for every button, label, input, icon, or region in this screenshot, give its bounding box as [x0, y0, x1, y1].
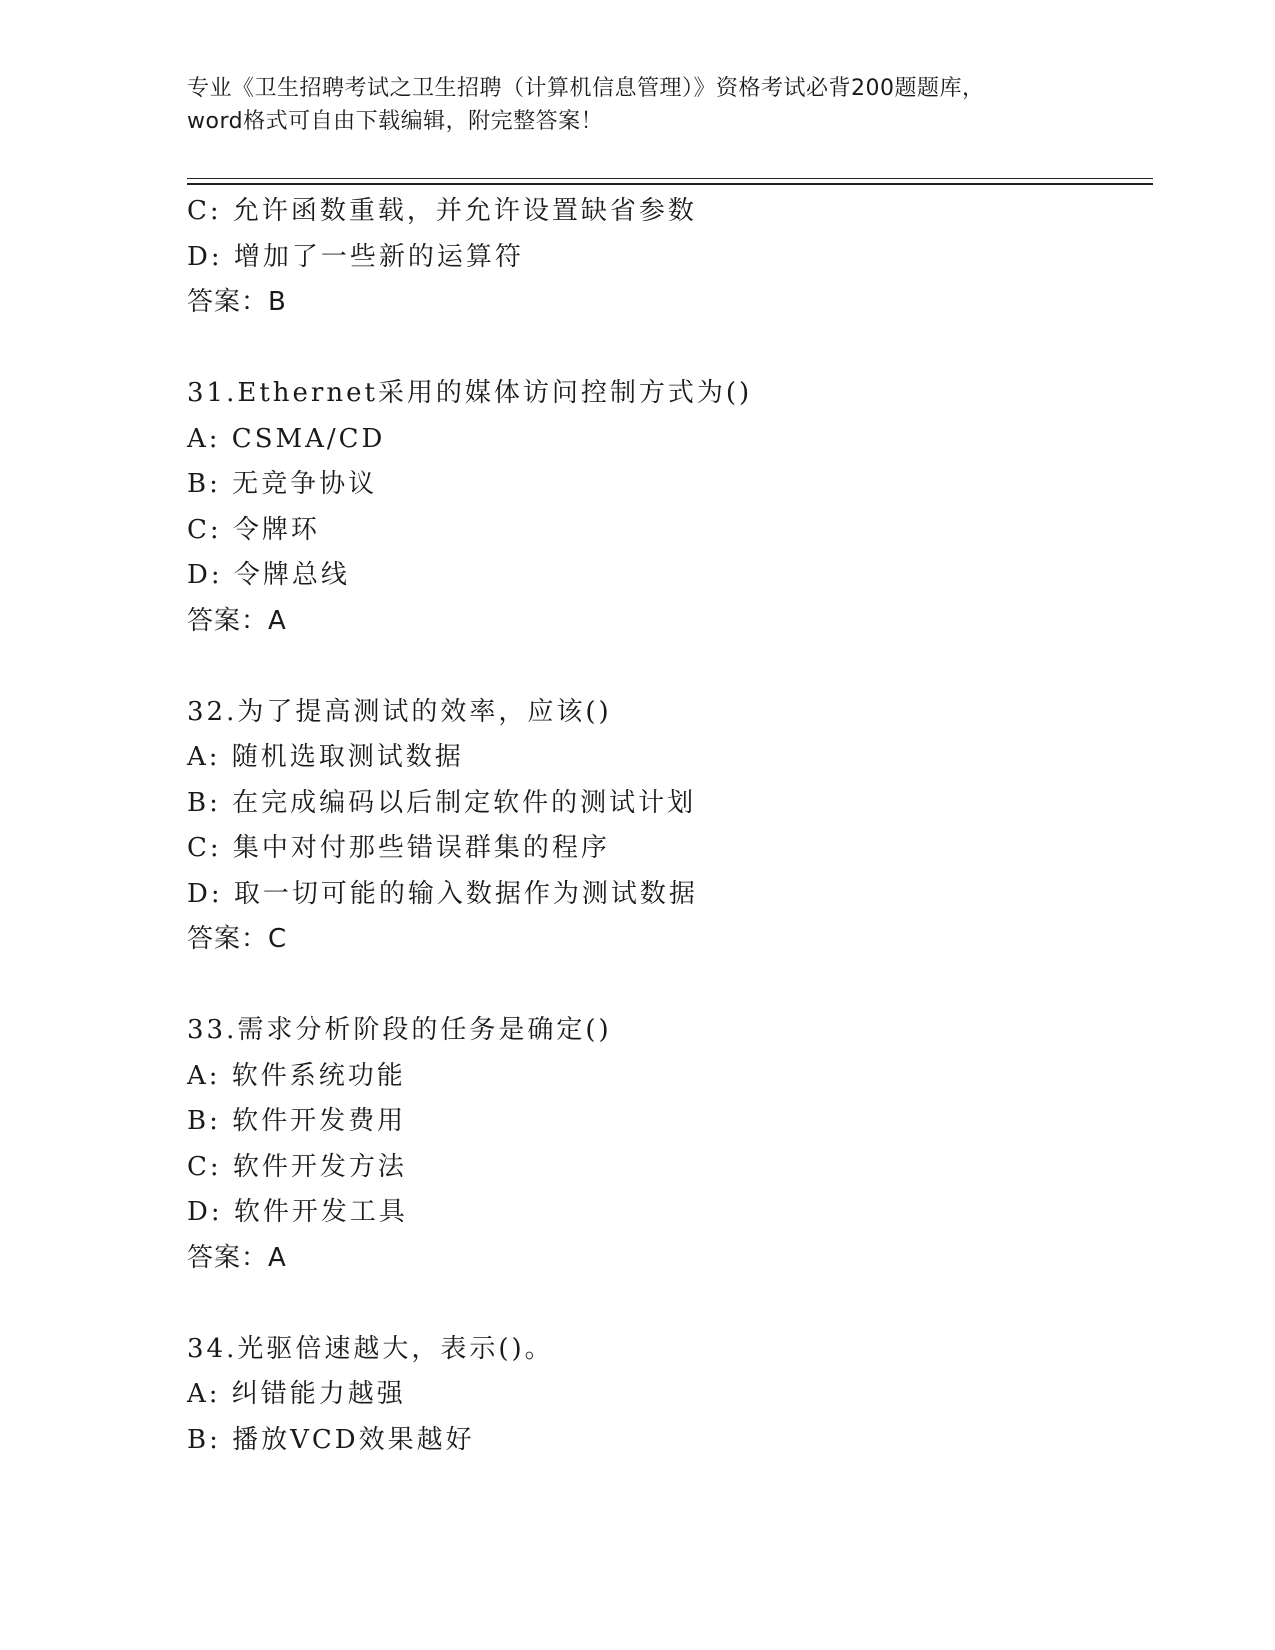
spacer — [187, 326, 1147, 372]
option-b: B: 无竞争协议 — [187, 469, 378, 499]
option-d: D: 软件开发工具 — [187, 1197, 408, 1227]
question-stem: 34.光驱倍速越大，表示()。 — [187, 1333, 554, 1364]
document-header — [187, 72, 1087, 138]
option-b: B: 在完成编码以后制定软件的测试计划 — [187, 787, 697, 818]
option-a: A: CSMA/CD — [187, 423, 386, 454]
option-b: B: 播放VCD效果越好 — [187, 1424, 475, 1455]
question-32 — [187, 690, 1147, 963]
question-stem: 32.为了提高测试的效率，应该() — [187, 696, 612, 727]
option-c: C: 令牌环 — [187, 514, 320, 545]
answer-line: 答案：C — [187, 924, 288, 954]
question-31 — [187, 371, 1147, 644]
header-title-line-1: 专业《卫生招聘考试之卫生招聘（计算机信息管理）》资格考试必背200题题库， — [187, 76, 985, 101]
question-list — [187, 189, 1147, 1463]
question-stem: 31.Ethernet采用的媒体访问控制方式为() — [187, 378, 753, 408]
spacer — [187, 963, 1147, 1009]
header-title-line-2: word格式可自由下载编辑，附完整答案！ — [187, 109, 604, 134]
answer-line: 答案：A — [187, 605, 287, 636]
question-34 — [187, 1327, 1147, 1464]
spacer — [187, 1281, 1147, 1327]
question-continued — [187, 189, 1147, 326]
option-c: C: 允许函数重载，并允许设置缺省参数 — [187, 196, 697, 226]
spacer — [187, 644, 1147, 690]
option-b: B: 软件开发费用 — [187, 1106, 407, 1136]
option-a: A: 随机选取测试数据 — [187, 742, 464, 772]
answer-line: 答案：A — [187, 1242, 287, 1273]
header-divider-thick — [187, 183, 1153, 185]
option-a: A: 纠错能力越强 — [187, 1379, 406, 1409]
option-d: D: 增加了一些新的运算符 — [187, 241, 524, 272]
question-stem: 33.需求分析阶段的任务是确定() — [187, 1015, 612, 1045]
option-a: A: 软件系统功能 — [187, 1060, 406, 1091]
option-c: C: 集中对付那些错误群集的程序 — [187, 833, 610, 863]
answer-line: 答案：B — [187, 287, 287, 317]
header-divider-thin — [187, 178, 1153, 179]
question-33 — [187, 1008, 1147, 1281]
option-d: D: 令牌总线 — [187, 560, 350, 590]
option-c: C: 软件开发方法 — [187, 1151, 407, 1182]
option-d: D: 取一切可能的输入数据作为测试数据 — [187, 878, 698, 909]
